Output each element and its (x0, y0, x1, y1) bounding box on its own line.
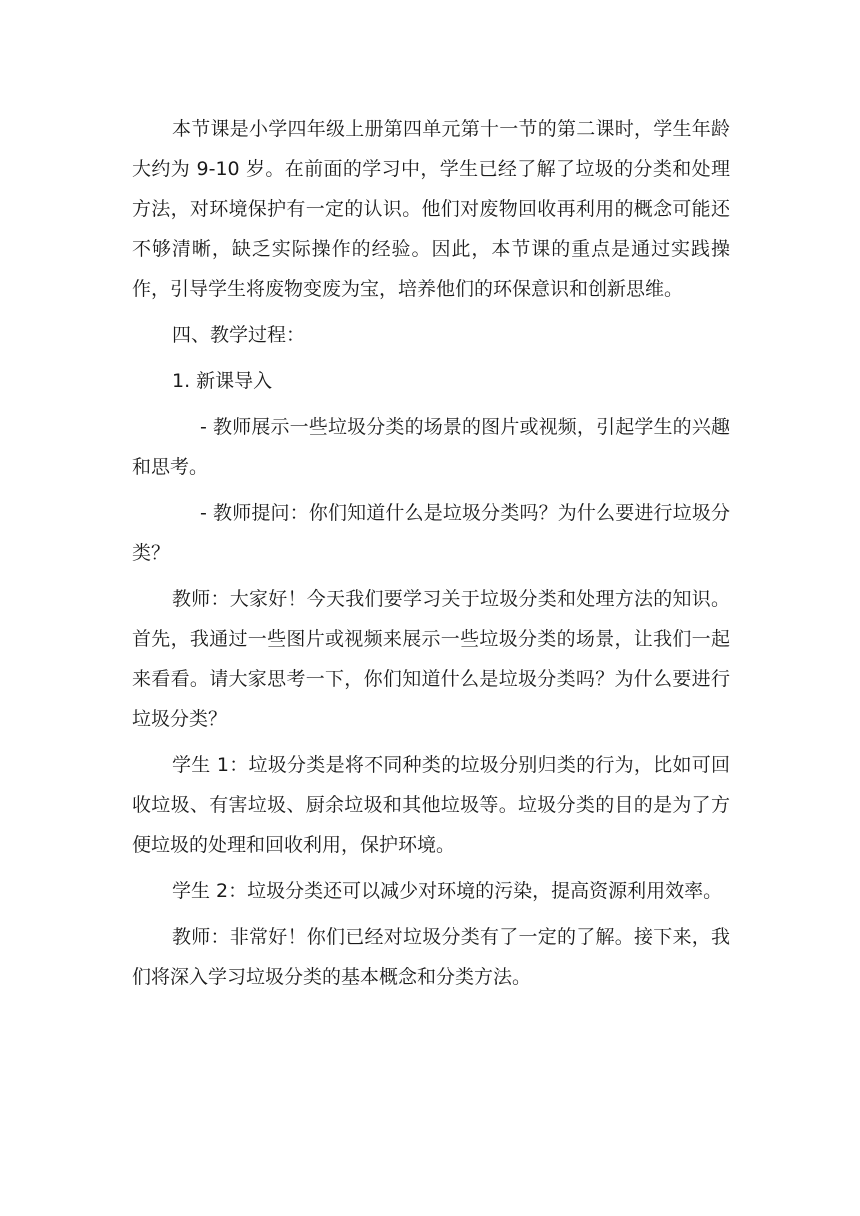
document-body (132, 109, 730, 1003)
paragraph-student-1: 学生 1：垃圾分类是将不同种类的垃圾分别归类的行为，比如可回收垃圾、有害垃圾、厨余垃圾和其他垃圾等。垃圾分类的目的是为了方便垃圾的处理和回收利用，保护环境。 (132, 754, 730, 856)
paragraph-teacher-dialogue-2: 教师：非常好！你们已经对垃圾分类有了一定的了解。接下来，我们将深入学习垃圾分类的基本概念和分类方法。 (132, 926, 730, 988)
bullet-item-teacher-question: - 教师提问：你们知道什么是垃圾分类吗？为什么要进行垃圾分类？ (132, 502, 730, 564)
paragraph-student-2: 学生 2：垃圾分类还可以减少对环境的污染，提高资源利用效率。 (172, 880, 723, 902)
subheading-new-lesson-intro: 1. 新课导入 (172, 370, 273, 392)
paragraph-intro: 本节课是小学四年级上册第四单元第十一节的第二课时，学生年龄大约为 9-10 岁。在前面的学习中，学生已经了解了垃圾的分类和处理方法，对环境保护有一定的认识。他们对废物回收再利用的概念可能还不够清晰，缺乏实际操作的经验。因此，本节课的重点是通过实践操作，引导学生将废物变废为宝，培养他们的环保意识和创新思维。 (132, 118, 730, 300)
section-heading-teaching-process: 四、教学过程： (172, 324, 306, 346)
bullet-item-show-images: - 教师展示一些垃圾分类的场景的图片或视频，引起学生的兴趣和思考。 (132, 416, 730, 478)
paragraph-teacher-dialogue-1: 教师：大家好！今天我们要学习关于垃圾分类和处理方法的知识。首先，我通过一些图片或视频来展示一些垃圾分类的场景，让我们一起来看看。请大家思考一下，你们知道什么是垃圾分类吗？为什么要进行垃圾分类？ (132, 588, 730, 730)
